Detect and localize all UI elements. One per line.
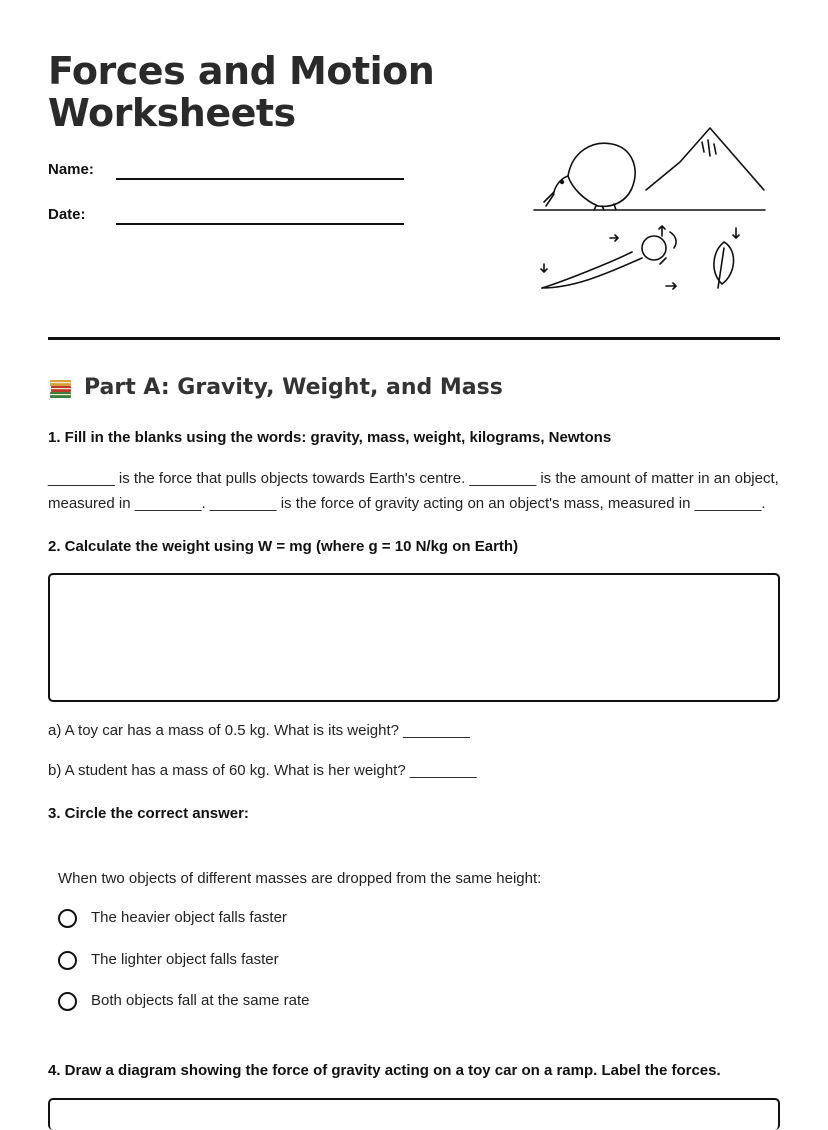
page-title	[48, 50, 468, 134]
name-line[interactable]	[116, 178, 404, 180]
ramp-ball-icon	[542, 236, 666, 288]
option-2-label: The lighter object falls faster	[91, 951, 279, 968]
option-1-label: The heavier object falls faster	[91, 909, 287, 926]
question-2b: b) A student has a mass of 60 kg. What is her weight? ________	[48, 762, 477, 779]
question-2a: a) A toy car has a mass of 0.5 kg. What is its weight? ________	[48, 722, 470, 739]
mountain-icon	[646, 128, 764, 190]
question-2-answer-box[interactable]	[48, 573, 780, 702]
books-icon	[48, 375, 74, 401]
option-2[interactable]	[58, 948, 279, 972]
date-field-row	[48, 205, 408, 229]
gravity-illustration	[532, 122, 772, 298]
question-1-paragraph: ________ is the force that pulls objects towards Earth's centre. ________ is the amount of matter in an object, measured in ________. ________ is the force of gravity acting on an object's mass, measured in ________.	[48, 470, 779, 512]
question-3-prompt: 3. Circle the correct answer:	[48, 805, 249, 822]
header-divider	[48, 337, 780, 340]
question-3-stem: When two objects of different masses are dropped from the same height:	[58, 870, 542, 887]
option-3-label: Both objects fall at the same rate	[91, 992, 310, 1009]
date-line[interactable]	[116, 223, 404, 225]
part-a-heading	[48, 373, 503, 403]
date-label: Date:	[48, 206, 86, 223]
radio-circle[interactable]	[58, 992, 77, 1011]
leaf-icon	[714, 242, 734, 288]
question-2-prompt: 2. Calculate the weight using W = mg (where g = 10 N/kg on Earth)	[48, 538, 519, 555]
radio-circle[interactable]	[58, 909, 77, 928]
radio-circle[interactable]	[58, 951, 77, 970]
title-line-1: Forces and Motion	[48, 49, 435, 93]
title-line-2: Worksheets	[48, 91, 296, 135]
option-1[interactable]	[58, 906, 287, 930]
name-field-row	[48, 160, 408, 184]
kiwi-bird-icon	[544, 143, 635, 210]
arrows-icon	[541, 226, 739, 289]
option-3[interactable]	[58, 989, 309, 1013]
name-label: Name:	[48, 161, 94, 178]
part-a-heading-text: Part A: Gravity, Weight, and Mass	[84, 375, 503, 400]
question-4-drawing-box[interactable]	[48, 1098, 780, 1130]
question-1-prompt: 1. Fill in the blanks using the words: gravity, mass, weight, kilograms, Newtons	[48, 429, 612, 446]
question-4-prompt: 4. Draw a diagram showing the force of gravity acting on a toy car on a ramp. Label the forces.	[48, 1062, 721, 1079]
